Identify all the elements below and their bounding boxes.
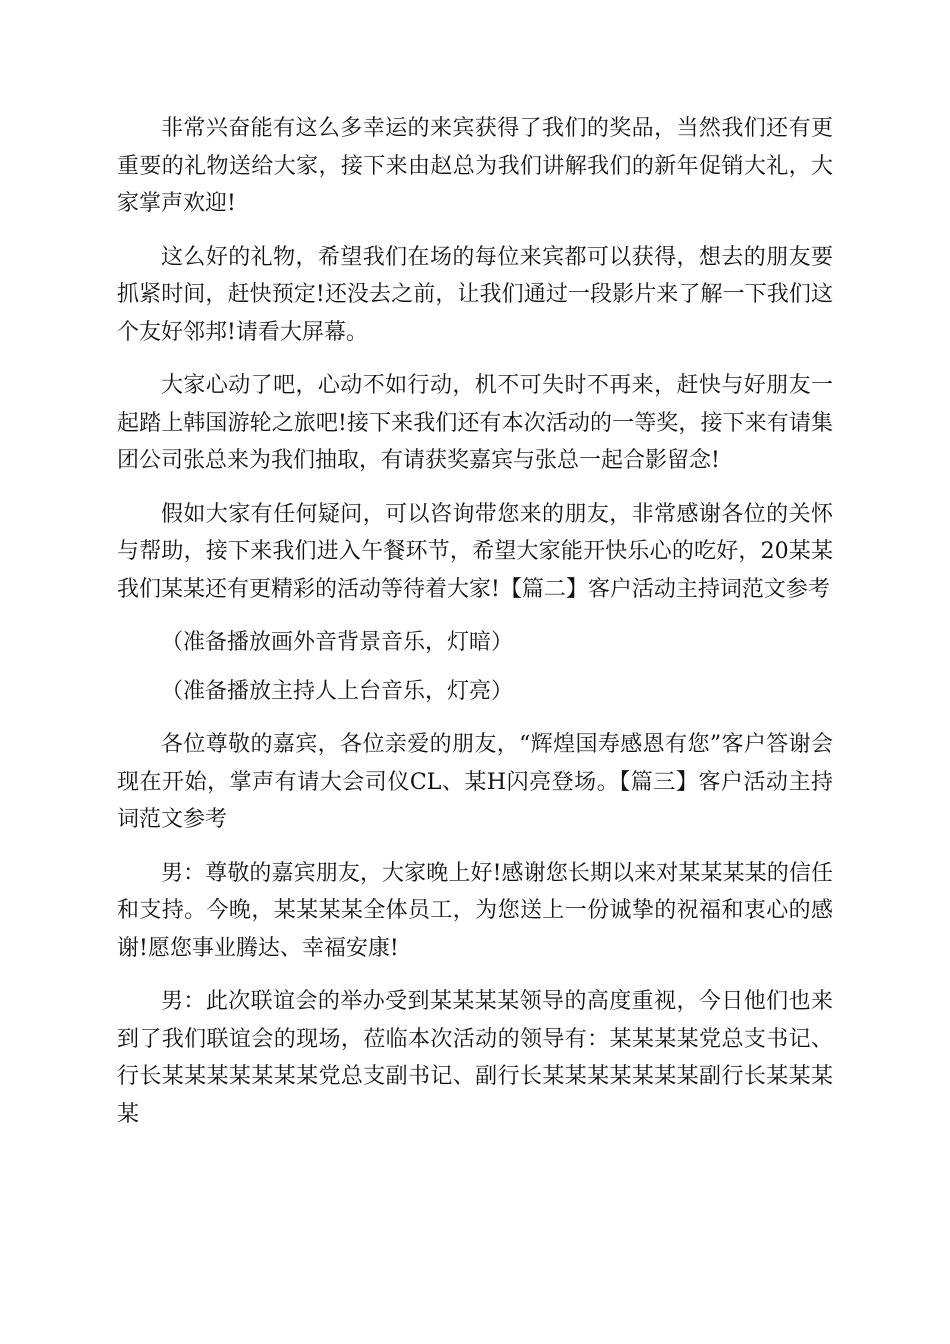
paragraph-5: 各位尊敬的嘉宾，各位亲爱的朋友，“辉煌国寿感恩有您”客户答谢会现在开始，掌声有请大会司仪CL、某H闪亮登场。【篇三】客户活动主持词范文参考 xyxy=(117,732,833,832)
paragraph-3: 大家心动了吧，心动不如行动，机不可失时不再来，赶快与好朋友一起踏上韩国游轮之旅吧!接下来我们还有本次活动的一等奖，接下来有请集团公司张总来为我们抽取，有请获奖嘉宾与张总一起合影留念! xyxy=(117,373,833,473)
paragraph-1: 非常兴奋能有这么多幸运的来宾获得了我们的奖品，当然我们还有更重要的礼物送给大家，接下来由赵总为我们讲解我们的新年促销大礼，大家掌声欢迎! xyxy=(117,116,833,216)
paragraph-2: 这么好的礼物，希望我们在场的每位来宾都可以获得，想去的朋友要抓紧时间，赶快预定!还没去之前，让我们通过一段影片来了解一下我们这个友好邻邦!请看大屏幕。 xyxy=(117,244,833,345)
paragraph-6: 男：尊敬的嘉宾朋友，大家晚上好!感谢您长期以来对某某某某的信任和支持。今晚，某某某某全体员工，为您送上一份诚挚的祝福和衷心的感谢!愿您事业腾达、幸福安康! xyxy=(117,860,833,961)
paragraph-4: 假如大家有任何疑问，可以咨询带您来的朋友，非常感谢各位的关怀与帮助，接下来我们进入午餐环节，希望大家能开快乐心的吃好，20某某我们某某还有更精彩的活动等待着大家!【篇二】客户活动主持词范文参考 xyxy=(117,501,833,602)
stage-direction-1: （准备播放画外音背景音乐，灯暗） xyxy=(161,630,514,655)
document-body xyxy=(117,110,833,1149)
paragraph-7: 男：此次联谊会的举办受到某某某某领导的高度重视，今日他们也来到了我们联谊会的现场，莅临本次活动的领导有：某某某某党总支书记、行长某某某某某某某党总支副书记、副行长某某某某某某某副行长某某某某 xyxy=(117,989,833,1127)
stage-direction-2: （准备播放主持人上台音乐，灯亮） xyxy=(161,678,514,704)
